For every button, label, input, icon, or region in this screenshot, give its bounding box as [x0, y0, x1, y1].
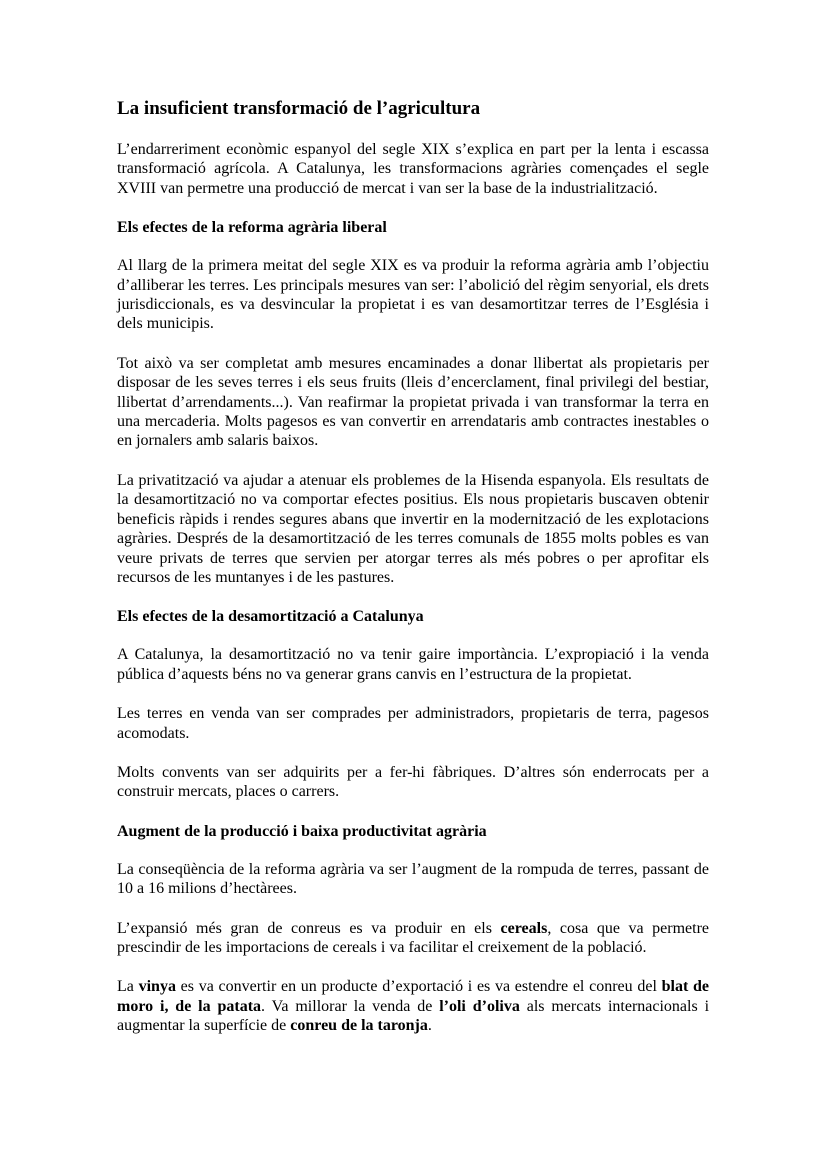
document-title: La insuficient transformació de l’agricultura [117, 98, 481, 119]
bold-term-vinya: vinya [138, 978, 176, 996]
catalunya-paragraph-2: Les terres en venda van ser comprades per administradors, propietaris de terra, pagesos acomodats. [117, 705, 709, 742]
catalunya-paragraph-3: Molts convents van ser adquirits per a fer-hi fàbriques. D’altres són enderrocats per a construir mercats, places o carrers. [117, 763, 709, 801]
section-heading-produccio: Augment de la producció i baixa productivitat agrària [117, 822, 487, 840]
text-run: La [117, 978, 139, 996]
bold-term-blat-patata: blat de moro i, de la patata [117, 978, 709, 1015]
text-run: , cosa que va permetre prescindir de les importacions de cereals i va facilitar el creixement de la població. [117, 919, 710, 956]
section-heading-desamortitzacio-catalunya: Els efectes de la desamortització a Catalunya [117, 608, 424, 626]
section-heading-reforma-agraria: Els efectes de la reforma agrària liberal [117, 219, 387, 237]
reforma-paragraph-2: Tot això va ser completat amb mesures encaminades a donar llibertat als propietaris per disposar de les seves terres i els seus fruits (lleis d’encerclament, final privilegi del bestiar, llibertat d’arrendaments...). Van reafirmar la propietat privada i van transformar la terra en una mercaderia. Molts pagesos es van convertir en arrendataris amb contractes inestables o en jornalers amb salaris baixos. [117, 354, 709, 450]
reforma-paragraph-1: Al llarg de la primera meitat del segle XIX es va produir la reforma agrària amb l’objectiu d’alliberar les terres. Les principals mesures van ser: l’abolició del règim senyorial, els drets jurisdiccionals, es va desvincular la propietat i es van desamortitzar terres de l’Església i dels municipis. [117, 257, 709, 333]
produccio-paragraph-3 [117, 977, 709, 1035]
bold-term-oli-oliva: l’oli d’oliva [439, 997, 520, 1015]
produccio-paragraph-2 [117, 919, 709, 958]
produccio-paragraph-1: La conseqüència de la reforma agrària va ser l’augment de la rompuda de terres, passant de 10 a 16 milions d’hectàrees. [117, 860, 709, 898]
intro-paragraph: L’endarreriment econòmic espanyol del segle XIX s’explica en part per la lenta i escassa transformació agrícola. A Catalunya, les transformacions agràries començades el segle XVIII van permetre una producció de mercat i van ser la base de la industrialització. [117, 141, 709, 197]
document-page [117, 96, 709, 1056]
text-run: . [427, 1017, 432, 1035]
text-run: als mercats internacionals i augmentar la superfície de [117, 997, 710, 1035]
bold-term-cereals: cereals [500, 919, 548, 937]
text-run: es va convertir en un producte d’exportació i es va estendre el conreu del [175, 978, 662, 996]
text-run: L’expansió més gran de conreus es va produir en els [117, 919, 501, 937]
text-run: . Va millorar la venda de [261, 997, 440, 1015]
reforma-paragraph-3: La privatització va ajudar a atenuar els problemes de la Hisenda espanyola. Els resultats de la desamortització no va comportar efectes positius. Els nous propietaris buscaven obtenir beneficis ràpids i rendes segures abans que invertir en la modernització de les explotacions agràries. Després de la desamortització de les terres comunals de 1855 molts pobles es van veure privats de terres que servien per atorgar terres als més pobres o per aprofitar els recursos de les muntanyes i de les pastures. [117, 471, 709, 586]
catalunya-paragraph-1: A Catalunya, la desamortització no va tenir gaire importància. L’expropiació i la venda pública d’aquests béns no va generar grans canvis en l’estructura de la propietat. [117, 646, 709, 683]
bold-term-taronja: conreu de la taronja [290, 1017, 428, 1035]
